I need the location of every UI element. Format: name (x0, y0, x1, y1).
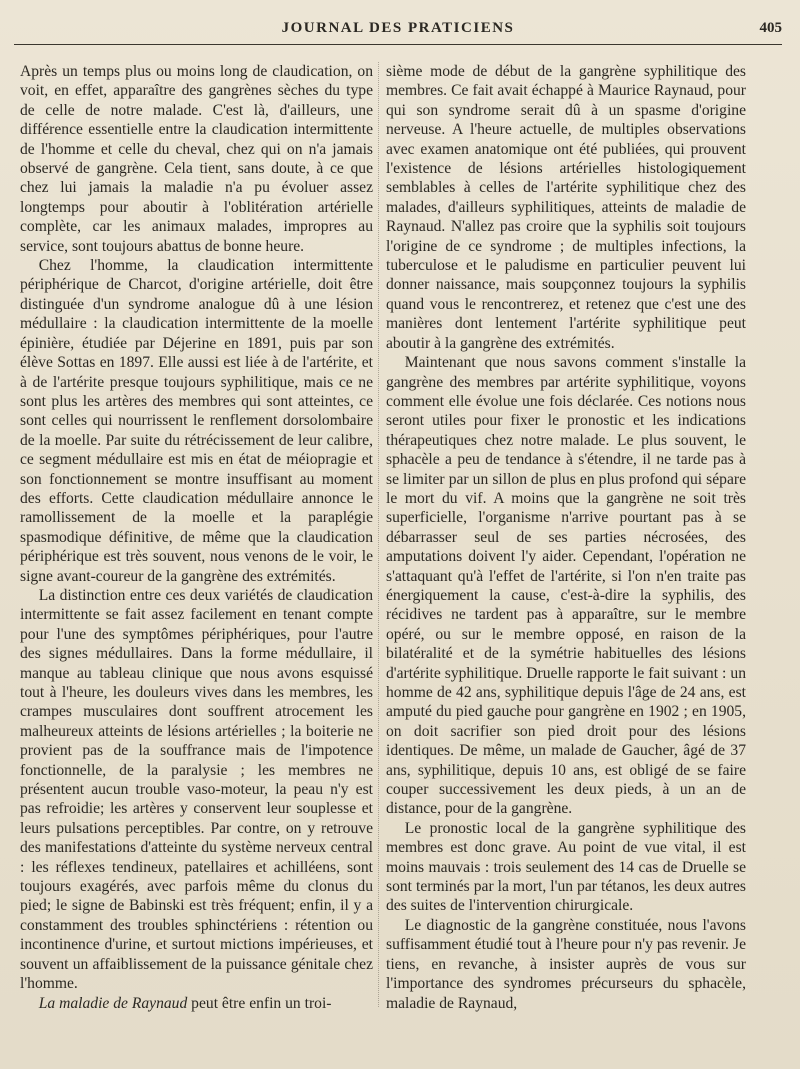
column-divider (378, 62, 379, 1007)
paragraph: Le pronostic local de la gangrène syphilitique des membres est donc grave. Au point de vue vital, il est moins mauvais : trois seulement des 14 cas de Druelle se sont terminés par la mort, l'un par tétanos, les deux autres des suites de l'intervention chirurgicale. (386, 819, 746, 915)
paragraph: Le diagnostic de la gangrène constituée, nous l'avons suffisamment étudié tout à l'heure pour n'y pas revenir. Je tiens, en revanche, à insister auprès de vous sur l'importance des syndromes précurseurs du sphacèle, maladie de Raynaud, (386, 916, 746, 1012)
paragraph: Après un temps plus ou moins long de claudication, on voit, en effet, apparaître des gangrènes sèches du type de celle de notre malade. C'est là, d'ailleurs, une différence essentielle entre la claudication intermittente de l'homme et celle du cheval, chez qui on n'a jamais observé de gangrène. Cela tient, sans doute, à ce que chez lui jamais la maladie n'a pu évoluer assez longtemps pour aboutir à l'oblitération artérielle complète, car les animaux malades, impropres au service, sont toujours abattus de bonne heure. (20, 63, 373, 255)
paragraph-raynaud (20, 994, 373, 1013)
paragraph: sième mode de début de la gangrène syphilitique des membres. Ce fait avait échappé à Maurice Raynaud, pour qui son syndrome serait dû à un spasme d'origine nerveuse. A l'heure actuelle, de multiples observations avec examen anatomique ont été publiées, qui prouvent l'existence de lésions artérielles histologiquement semblables à celles de l'artérite syphilitique chez des malades, d'ailleurs syphilitiques, atteints de maladie de Raynaud. N'allez pas croire que la syphilis soit toujours l'origine de ce syndrome ; de multiples infections, la tuberculose et le paludisme en particulier peuvent lui donner naissance, mais soupçonnez toujours la syphilis quand vous le rencontrerez, et retenez que c'est une des manières dont lentement l'artérite syphilitique peut aboutir à la gangrène des extrémités. (386, 63, 746, 352)
italic-term: La maladie de Raynaud (38, 994, 188, 1012)
left-column (20, 62, 373, 1013)
journal-title: JOURNAL DES PRATICIENS (281, 20, 515, 36)
page-number: 405 (759, 20, 782, 36)
right-column (386, 62, 746, 1013)
running-header (14, 14, 782, 44)
header-rule (14, 44, 782, 45)
paragraph: Maintenant que nous savons comment s'installe la gangrène des membres par artérite syphilitique, voyons comment elle évolue une fois déclarée. Ces notions nous seront utiles pour fixer le pronostic et les indications thérapeutiques chez notre malade. Le plus souvent, le sphacèle a peu de tendance à s'étendre, il ne tarde pas à se limiter par un sillon de plus en plus profond qui sépare le mort du vif. A moins que la gangrène ne soit très superficielle, l'organisme n'arrive pourtant pas à se débarrasser seul de ses parties nécrosées, des amputations doivent l'y aider. Cependant, l'opération ne s'attaquant qu'à l'effet de l'artérite, si l'on n'en traite pas énergiquement la cause, c'est-à-dire la syphilis, des récidives ne tardent pas à apparaître, sur le membre opéré, ou sur le membre opposé, en raison de la bilatéralité et de la symétrie habituelles des lésions d'artérite syphilitique. Druelle rapporte le fait suivant : un homme de 42 ans, syphilitique depuis l'âge de 24 ans, est amputé du pied gauche pour gangrène en 1902 ; en 1905, on doit sacrifier son pied droit pour des lésions identiques. De même, un malade de Gaucher, âgé de 37 ans, syphilitique, depuis 10 ans, est obligé de se faire couper successivement les deux pieds, à un an de distance, pour de la gangrène. (386, 354, 746, 818)
paragraph: Chez l'homme, la claudication intermittente périphérique de Charcot, d'origine artérielle, doit être distinguée d'un syndrome analogue dû à une lésion médullaire : la claudication intermittente de la moelle épinière, étudiée par Déjerine en 1891, puis par son élève Sottas en 1897. Elle aussi est liée à de l'artérite, et à de l'artérite presque toujours syphilitique, mais ce ne sont plus les artères des membres qui sont atteintes, ce sont celles qui nourrissent le renflement dorsolombaire de la moelle. Par suite du rétrécissement de leur calibre, ce segment médullaire est mis en état de méiopragie et son fonctionnement se montre insuffisant au moment des efforts. Cette claudication médullaire annonce le ramollissement de la moelle et la paraplégie spasmodique définitive, de même que la claudication périphérique est très souvent, nous venons de le voir, le signe avant-coureur de la gangrène des extrémités. (20, 257, 373, 585)
paragraph-text: peut être enfin un troi- (187, 994, 332, 1012)
paragraph: La distinction entre ces deux variétés de claudication intermittente se fait assez facilement en tenant compte pour l'une des symptômes périphériques, pour l'autre des signes médullaires. Dans la forme médullaire, il manque au tableau clinique que nous avons esquissé tout à l'heure, les douleurs vives dans les membres, les crampes musculaires dont souffrent atrocement les malheureux atteints de lésions artérielles ; la boiterie ne provient pas de la souffrance mais de l'impotence fonctionnelle, de la paralysie ; les membres ne présentent aucun trouble vaso-moteur, la peau n'y est pas refroidie; les artères y conservent leur souplesse et leurs pulsations perceptibles. Par contre, on y retrouve des manifestations d'atteinte du système nerveux central : les réflexes tendineux, patellaires et achilléens, sont toujours exagérés, avec parfois même du clonus du pied; le signe de Babinski est très fréquent; enfin, il y a constamment des troubles sphinctériens : rétention ou incontinence d'urine, et surtout mictions impérieuses, et souvent un affaiblissement de la puissance génitale chez l'homme. (20, 586, 373, 993)
